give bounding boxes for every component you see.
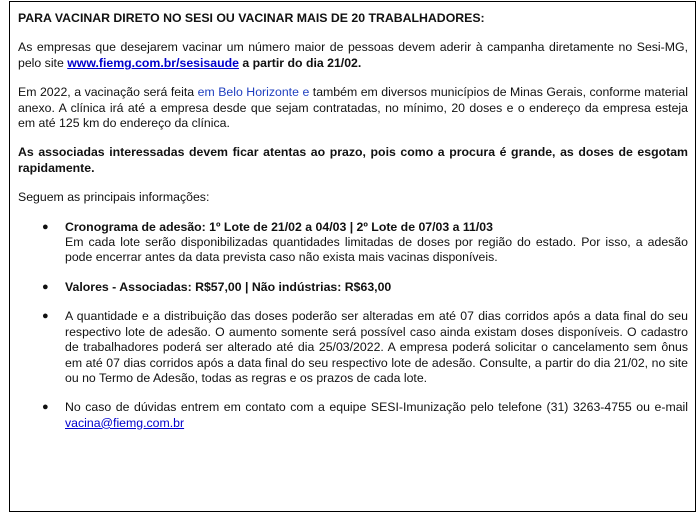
- paragraph-adesao: [18, 40, 688, 71]
- bullet-icon: ●: [42, 220, 49, 233]
- cronograma-title: Cronograma de adesão: 1º Lote de 21/02 a 04/03 | 2º Lote de 07/03 a 11/03: [65, 219, 493, 234]
- contato-body: [65, 400, 688, 431]
- paragraph-adesao-date: a partir do dia 21/02.: [238, 55, 362, 70]
- list-item-cronograma: [18, 220, 688, 266]
- bullet-icon: ●: [42, 280, 49, 293]
- info-list: [18, 220, 688, 431]
- paragraph-adesao-text: As empresas que desejarem vacinar um número maior de pessoas devem aderir à campanha diretamente no Sesi-MG, pelo site: [18, 40, 688, 70]
- paragraph-2022: [18, 85, 688, 131]
- paragraph-warning: As associadas interessadas devem ficar atentas ao prazo, pois como a procura é grande, as doses de esgotam rapidamente.: [18, 145, 688, 175]
- paragraph-2022-pre: Em 2022, a vacinação será feita: [18, 85, 198, 100]
- document-body: [18, 11, 688, 445]
- info-intro: Seguem as principais informações:: [18, 190, 210, 205]
- list-item-valores: [18, 280, 688, 295]
- list-item-regras: [18, 309, 688, 386]
- document-heading: PARA VACINAR DIRETO NO SESI OU VACINAR MAIS DE 20 TRABALHADORES:: [18, 11, 485, 25]
- sesisaude-link[interactable]: www.fiemg.com.br/sesisaude: [67, 55, 239, 70]
- document-frame: [9, 1, 696, 512]
- contact-email-link[interactable]: vacina@fiemg.com.br: [65, 415, 185, 430]
- cronograma-body: Em cada lote serão disponibilizadas quantidades limitadas de doses por região do estado. Por isso, a adesão pode encerrar antes da data prevista caso não exista mais vacinas disponíveis.: [65, 235, 688, 265]
- paragraph-2022-post: também em diversos municípios de Minas Gerais, conforme material anexo. A clínica irá até a empresa desde que sejam contratadas, no mínimo, 20 doses e o endereço da empresa esteja em até 125 km do endereço da clínica.: [18, 85, 688, 131]
- list-item-contato: [18, 400, 688, 431]
- contato-text: No caso de dúvidas entrem em contato com a equipe SESI-Imunização pelo telefone (31) 3263-4755 ou e-mail: [65, 400, 688, 415]
- bullet-icon: ●: [42, 310, 49, 323]
- bullet-icon: ●: [42, 401, 49, 414]
- valores-title: Valores - Associadas: R$57,00 | Não indústrias: R$63,00: [65, 279, 392, 294]
- paragraph-2022-highlight: em Belo Horizonte e: [197, 85, 310, 100]
- regras-body: A quantidade e a distribuição das doses poderão ser alteradas em até 07 dias corridos após a data final do seu respectivo lote de adesão. O aumento somente será possível caso ainda existam doses disponíveis. O cadastro de trabalhadores poderá ser alterado até dia 25/03/2022. A empresa poderá solicitar o cancelamento sem ônus em até 07 dias corridos após a data final do seu respectivo lote de adesão. Consulte, a partir do dia 21/02, no site ou no Termo de Adesão, todas as regras e os prazos de cada lote.: [65, 309, 688, 385]
